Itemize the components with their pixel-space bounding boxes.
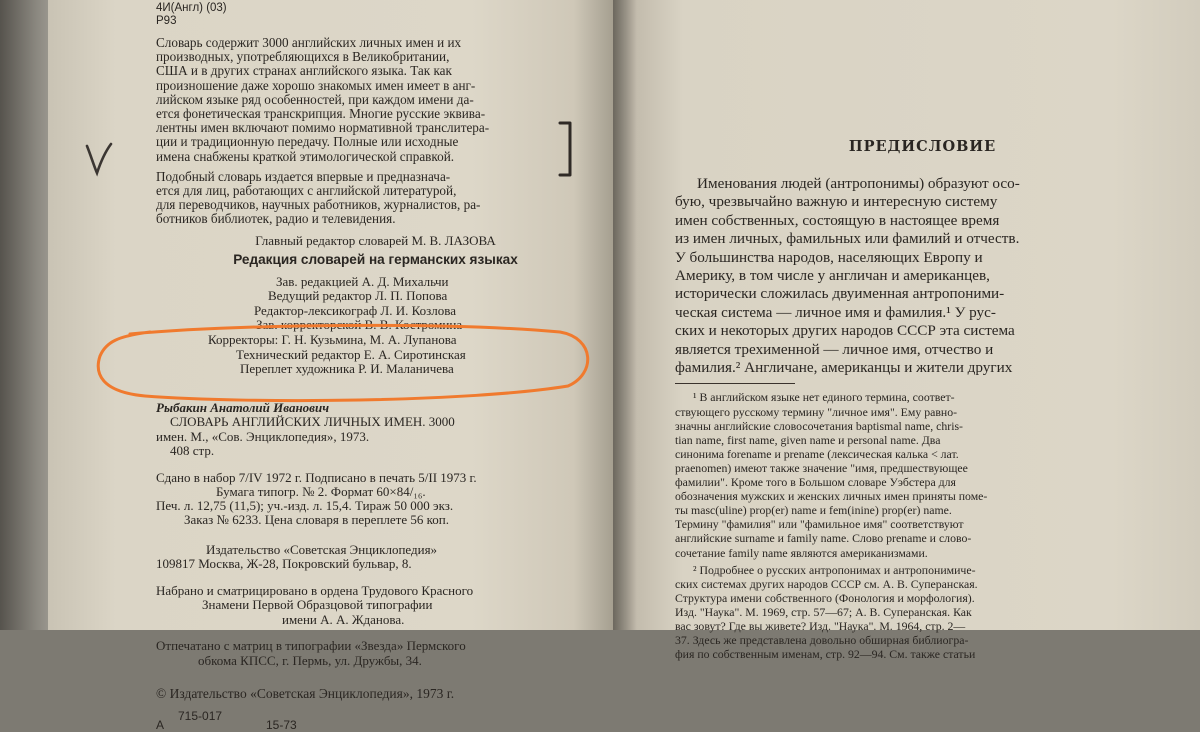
annotation-line: имена снабжены краткой этимологической справкой. (156, 148, 455, 164)
bibliographic-record (156, 401, 595, 459)
footnote-line: значны английские словосочетания baptismal name, chris- (675, 418, 963, 433)
printing-line: Отпечатано с матриц в типографии «Звезда» Пермского (156, 638, 466, 654)
copyright-line: © Издательство «Советская Энциклопедия», 1973 г. (156, 686, 455, 702)
body-line: ческая система — личное имя и фамилия.¹ У рус- (675, 303, 996, 321)
annotation-line: ется фонетическая транскрипция. Многие русские эквива- (156, 106, 486, 122)
annotation-line: произношение даже хорошо знакомых имен имеет в анг- (156, 77, 476, 93)
audience-paragraph (156, 170, 595, 227)
open-book (48, 0, 1200, 732)
annotation-line: производных, употребляющихся в Великобритании, (156, 49, 450, 65)
footnote-line: английские surname и family name. Слово prename и слово- (675, 531, 972, 546)
footnote-divider (675, 383, 795, 384)
preface-title: ПРЕДИСЛОВИЕ (848, 138, 997, 155)
typesetting-line: Знамени Первой Образцовой типографии (202, 597, 433, 613)
highlight-oval-icon (90, 322, 598, 404)
footnote-line: Изд. "Наука". М. 1969, стр. 57—67; А. В. Суперанская. Как (675, 604, 972, 619)
department-heading: Редакция словарей на германских языках (233, 251, 518, 267)
publisher-street: 109817 Москва, Ж-28, Покровский бульвар, 8. (156, 556, 412, 572)
catalog-suffix: 15-73 (266, 718, 297, 732)
annotation-line: лентны имен включают помимо нормативной транслитера- (156, 120, 490, 136)
annotation-paragraph (156, 36, 595, 164)
body-line: имен собственных, состоящую в настоящее время (675, 211, 1000, 229)
classification-code-line: 4И(Англ) (03) (156, 2, 227, 14)
typesetting-note (156, 584, 595, 628)
body-line: бую, чрезвычайно важную и интересную систему (675, 193, 998, 211)
pencil-checkmark-icon (84, 142, 114, 176)
body-line: Именования людей (антропонимы) образуют осо- (697, 175, 1020, 192)
preface-body (675, 175, 1170, 377)
annotation-line: лийском языке ряд особенностей, при каждом имени да- (156, 91, 474, 107)
imprint-line: Печ. л. 12,75 (11,5); уч.-изд. л. 15,4. Тираж 50 000 экз. (156, 497, 454, 513)
audience-line: ботников библиотек, радио и телевидения. (156, 211, 396, 227)
author-name: Рыбакин Анатолий Иванович (156, 399, 330, 415)
audience-line: Подобный словарь издается впервые и предназнача- (156, 168, 451, 184)
typesetting-line: Набрано и сматрицировано в ордена Трудового Красного (156, 582, 474, 598)
body-line: из имен личных, фамильных или фамилий и отчеств. (675, 230, 1020, 248)
footnote-line: Структура имени собственного (Фонология и морфология). (675, 590, 975, 605)
body-line: ских и некоторых других народов СССР эта система (675, 322, 1015, 340)
annotation-line: Словарь содержит 3000 английских личных имен и их (156, 35, 462, 50)
imprint-line: Заказ № 6233. Цена словаря в переплете 56 коп. (184, 511, 449, 527)
credit-line: Корректоры: Г. Н. Кузьмина, М. А. Лупанова (208, 332, 457, 348)
classification-code (156, 0, 595, 28)
footnote-line: синонима forename и prename (лексическая калька < лат. (675, 446, 959, 461)
annotation-line: США и в других странах английского языка. Так как (156, 63, 452, 79)
imprint-line: Сдано в набор 7/IV 1972 г. Подписано в печать 5/II 1973 г. (156, 469, 477, 485)
body-line: фамилия.² Англичане, американцы и жители других (675, 359, 1013, 377)
footnote-line: ты masc(uline) prop(er) name и fem(inine) prop(er) name. (675, 503, 952, 518)
footnote-line: обозначения мужских и женских личных имен приняты поме- (675, 489, 988, 504)
footnote-line: ских системах других народов СССР см. А. В. Суперанская. (675, 576, 978, 591)
credit-line: Зав. редакцией А. Д. Михальчи (276, 273, 449, 289)
footnote-line: сочетание family name являются американизмами. (675, 545, 928, 560)
credit-line: Зав. корректорской В. В. Костромина (256, 317, 463, 333)
footnote-line: tian name, first name, given name и personal name. Два (675, 432, 941, 447)
author-mark-line: Р93 (156, 15, 177, 27)
footnote-line: Термину "фамилия" или "фамильное имя" соответствуют (675, 517, 964, 532)
footnote-line: ствующего русскому термину "личное имя". Ему равно- (675, 404, 958, 419)
highlight-oval-stroke (98, 325, 588, 400)
publisher-address (156, 543, 595, 572)
footnote-line: вас зовут? Где вы живете? Изд. "Наука". М. 1964, стр. 2— (675, 618, 966, 633)
footnote-line: фамилии". Кроме того в Большом словаре Уэбстера для (675, 475, 956, 490)
body-line: является трехименной — личное имя, отчество и (675, 340, 994, 358)
audience-line: ется для лиц, работающих с английской литературой, (156, 183, 457, 199)
credit-line: Технический редактор Е. А. Сиротинская (236, 346, 466, 362)
footnote-line: ² Подробнее о русских антропонимах и антропонимиче- (693, 562, 976, 577)
footnote-line: ¹ В английском языке нет единого термина, соответ- (693, 390, 955, 405)
publisher-name: Издательство «Советская Энциклопедия» (206, 541, 438, 557)
credit-line: Переплет художника Р. И. Маланичева (240, 361, 454, 377)
footnote-2 (675, 563, 1170, 662)
footnote-line: 37. Здесь же представлена довольно обширная библиогра- (675, 633, 969, 648)
footnote-line: фия по собственным именам, стр. 92—94. См. также статьи (675, 647, 976, 662)
catalog-fraction: 715-017 (178, 709, 223, 724)
book-title-line: СЛОВАРЬ АНГЛИЙСКИХ ЛИЧНЫХ ИМЕН. 3000 (170, 414, 455, 430)
pencil-bracket-icon (557, 120, 575, 178)
printing-line: обкома КПСС, г. Пермь, ул. Дружбы, 34. (198, 652, 422, 668)
catalog-letter: А (156, 718, 165, 732)
annotation-line: ции и традиционную передачу. Полные или исходные (156, 134, 459, 150)
credit-line: Ведущий редактор Л. П. Попова (268, 288, 448, 304)
footnote-line: praenomen) имеют также значение "имя, предшествующее (675, 460, 968, 475)
left-page-imprint (48, 0, 613, 732)
credit-line: Редактор-лексикограф Л. И. Козлова (254, 302, 457, 318)
body-line: У большинства народов, населяющих Европу и (675, 248, 983, 266)
publisher-line: имен. М., «Сов. Энциклопедия», 1973. (156, 428, 370, 444)
printing-note (156, 639, 595, 668)
body-line: Америку, в том числе у англичан и американцев, (675, 267, 990, 285)
body-line: исторически сложилась двуименная антропоними- (675, 285, 1005, 303)
footnote-1 (675, 390, 1170, 559)
audience-line: для переводчиков, научных работников, журналистов, ра- (156, 197, 481, 213)
catalog-code (156, 709, 595, 732)
page-count: 408 стр. (170, 443, 215, 459)
print-imprint (156, 471, 595, 527)
chief-editor: Главный редактор словарей М. В. ЛАЗОВА (255, 232, 496, 248)
imprint-line: Бумага типогр. № 2. Формат 60×84/₁₆. (216, 483, 426, 499)
typesetting-line: имени А. А. Жданова. (282, 611, 405, 627)
right-page-preface (613, 0, 1200, 662)
